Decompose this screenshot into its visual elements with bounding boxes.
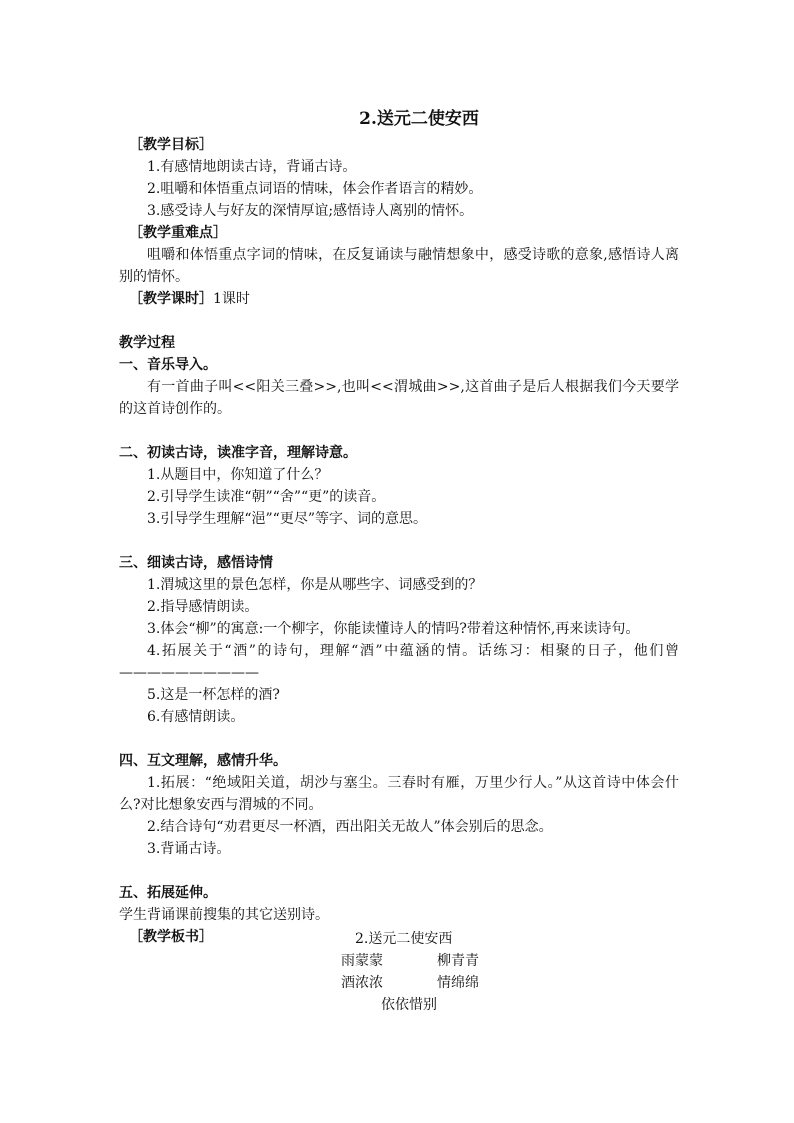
hours-value: 1课时 xyxy=(213,291,250,307)
section-heading-4: 四、互文理解，感情升华。 xyxy=(119,753,287,769)
section-item: 2.指导感情朗读。 xyxy=(147,599,259,615)
section-heading-5: 五、拓展延伸。 xyxy=(119,885,217,901)
section-item: 6.有感情朗读。 xyxy=(147,709,245,725)
board-row2-left: 酒浓浓 xyxy=(341,975,383,991)
page-title: 2.送元二使安西 xyxy=(359,109,479,129)
key-points-text: 咀嚼和体悟重点字词的情味，在反复诵读与融情想象中，感受诗歌的意象,感悟诗人离别的情怀。 xyxy=(119,247,679,285)
spacer xyxy=(119,860,679,882)
board-heading: ［教学板书］ xyxy=(129,929,213,945)
hours-label: ［教学课时］ xyxy=(129,291,213,307)
section-heading-2: 二、初读古诗，读准字音，理解诗意。 xyxy=(119,445,357,461)
section-heading-3: 三、细读古诗，感悟诗情 xyxy=(119,555,273,571)
board-row1-left: 雨蒙蒙 xyxy=(341,953,383,969)
board-row1-right: 柳青青 xyxy=(437,953,479,969)
spacer xyxy=(119,420,679,442)
board-bottom-row xyxy=(119,994,679,1016)
board-bottom: 依依惜别 xyxy=(381,997,437,1013)
objectives-heading: ［教学目标］ xyxy=(129,137,213,153)
board-title: 2.送元二使安西 xyxy=(355,931,453,947)
objective-item: 2.咀嚼和体悟重点词语的情味，体会作者语言的精妙。 xyxy=(147,181,483,197)
section-item: 2.引导学生读准“朝”“舍”“更”的读音。 xyxy=(147,489,386,505)
board-row-1 xyxy=(119,950,679,972)
objective-item: 3.感受诗人与好友的深情厚谊;感悟诗人离别的情怀。 xyxy=(147,203,474,219)
key-points-heading: ［教学重难点］ xyxy=(129,225,227,241)
lesson-plan-page xyxy=(119,104,679,948)
section-item: 5.这是一杯怎样的酒? xyxy=(147,687,280,703)
process-heading: 教学过程 xyxy=(119,335,175,351)
hours-row xyxy=(119,288,679,310)
section-item: 4.拓展关于“酒”的诗句，理解“酒”中蕴涵的情。话练习：相聚的日子，他们曾—————————— xyxy=(119,643,679,681)
spacer xyxy=(119,310,679,332)
objective-item: 1.有感情地朗读古诗，背诵古诗。 xyxy=(147,159,357,175)
section-item: 1.渭城这里的景色怎样，你是从哪些字、词感受到的？ xyxy=(147,577,483,593)
section-heading-1: 一、音乐导入。 xyxy=(119,357,217,373)
spacer xyxy=(119,530,679,552)
section-item: 1.从题目中，你知道了什么？ xyxy=(147,467,329,483)
blackboard-layout xyxy=(119,928,679,1016)
section-item: 3.引导学生理解“浥”“更尽”等字、词的意思。 xyxy=(147,511,427,527)
section-item: 1.拓展：“绝域阳关道，胡沙与塞尘。三春时有雁，万里少行人。”从这首诗中体会什么?对比想象安西与渭城的不同。 xyxy=(119,775,679,813)
board-row-2 xyxy=(119,972,679,994)
section-paragraph-5: 学生背诵课前搜集的其它送别诗。 xyxy=(119,907,329,923)
board-title-row xyxy=(119,928,679,950)
section-item: 2.结合诗句“劝君更尽一杯酒，西出阳关无故人”体会别后的思念。 xyxy=(147,819,553,835)
section-paragraph-1: 有一首曲子叫<<阳关三叠>>,也叫<<渭城曲>>,这首曲子是后人根据我们今天要学的这首诗创作的。 xyxy=(119,379,679,417)
section-item: 3.体会“柳”的寓意:一个柳字，你能读懂诗人的情吗?带着这种情怀,再来读诗句。 xyxy=(147,621,640,637)
section-item: 3.背诵古诗。 xyxy=(147,841,231,857)
board-row2-right: 情绵绵 xyxy=(437,975,479,991)
spacer xyxy=(119,728,679,750)
